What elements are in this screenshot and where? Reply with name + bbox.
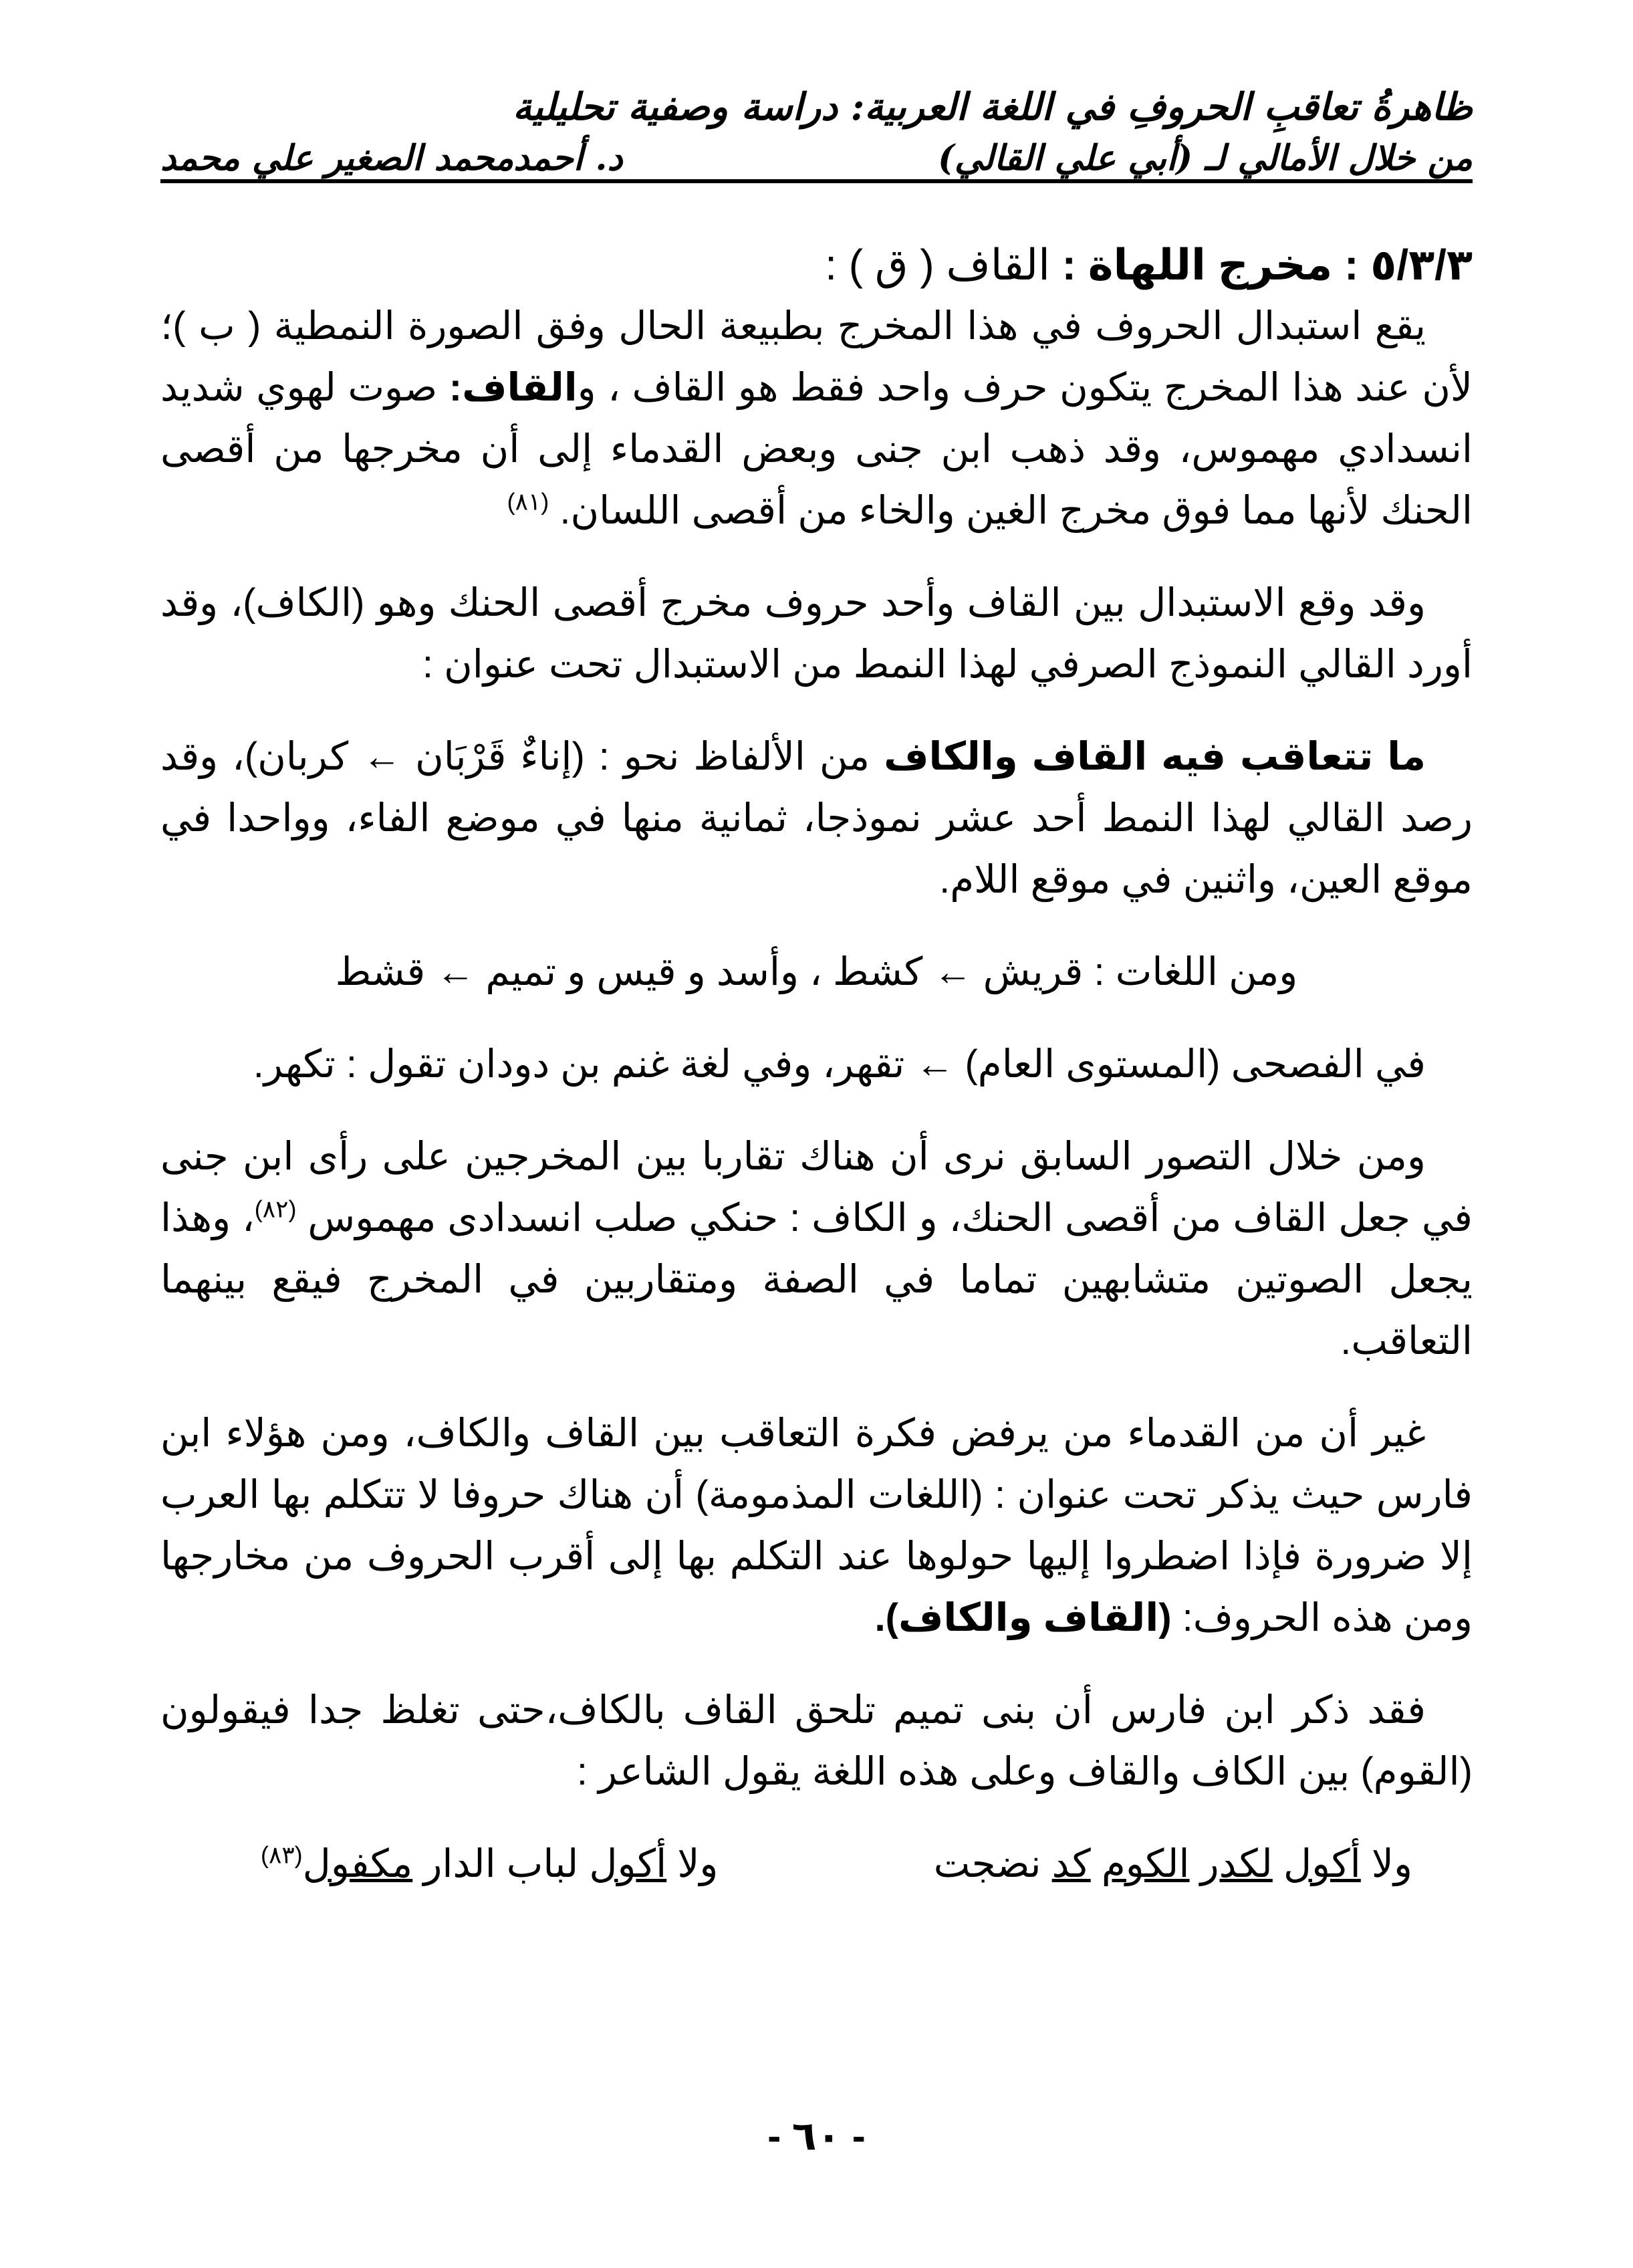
paragraph-7 (160, 1403, 1473, 1649)
page-number: - ٦٠ - (767, 2114, 866, 2158)
header-subline (160, 135, 1473, 182)
poem-hemistich-right (934, 1833, 1412, 1895)
main-text (160, 234, 1473, 1926)
poem-word-underlined: لكدر (1200, 1842, 1273, 1886)
paragraph-1-bold: القاف: (449, 366, 578, 409)
poem-word-underlined: أكول (1283, 1842, 1361, 1886)
paragraph-3-bold: ما تتعاقب فيه القاف والكاف (884, 735, 1426, 778)
footnote-ref-81: (٨١) (507, 487, 549, 516)
poem-word-underlined: أكول (589, 1842, 667, 1886)
paragraph-1-tail: صوت لهوي شديد انسدادي مهموس، وقد ذهب ابن جنى وبعض القدماء إلى أن مخرجها من أقصى الحنك لأنها مما فوق مخرج الغين والخاء من أقصى اللسان. (160, 366, 1473, 532)
running-header (160, 80, 1473, 181)
section-number: ٥/٣/٣ : (1344, 241, 1473, 289)
footnote-ref-83: (٨٣) (261, 1841, 303, 1869)
poem-word-underlined: الكوم (1101, 1842, 1190, 1886)
poem-space (1091, 1842, 1102, 1886)
poem-verse (160, 1833, 1473, 1895)
header-divider (160, 179, 1473, 183)
poem-space (1190, 1842, 1201, 1886)
poem-word-underlined: كد (1051, 1842, 1091, 1886)
section-heading (160, 234, 1473, 296)
paragraph-8: فقد ذكر ابن فارس أن بنى تميم تلحق القاف بالكاف،حتى تغلظ جدا فيقولون (القوم) بين الكاف والقاف وعلى هذه اللغة يقول الشاعر : (160, 1688, 1473, 1793)
header-title: ظاهرةُ تعاقبِ الحروفِ في اللغة العربية: دراسة وصفية تحليلية (513, 85, 1473, 129)
poem-hemistich-left (261, 1833, 718, 1895)
paragraph-6-text-a: ومن خلال التصور السابق نرى أن هناك تقاربا بين المخرجين على رأى ابن جنى في جعل القاف من أقصى الحنك، و الكاف : حنكي صلب انسدادى مهموس (160, 1135, 1473, 1240)
section-rest: القاف ( ق ) : (825, 241, 1050, 289)
poem-word: ولا (1360, 1842, 1412, 1886)
paragraph-6 (160, 1126, 1473, 1372)
poem-word: لباب الدار (412, 1842, 590, 1886)
paragraph-4: ومن اللغات : قريش ← كشط ، وأسد و قيس و تميم ← قشط (335, 950, 1298, 994)
header-author: د. أحمدمحمد الصغير علي محمد (160, 138, 623, 179)
paragraph-6-text-b: ، وهذا يجعل الصوتين متشابهين تماما في الصفة ومتقاربين في المخرج فيقع بينهما التعاقب. (160, 1196, 1473, 1363)
poem-word-underlined: مكفول (302, 1842, 413, 1886)
paragraph-3-text: من الألفاظ نحو : (إناءٌ قَرْبَان ← كربان)، وقد رصد القالي لهذا النمط أحد عشر نموذجا، ثمانية منها في موضع الفاء، وواحدا في موقع العين، واثنين في موقع اللام. (160, 735, 1473, 901)
paragraph-7-text: غير أن من القدماء من يرفض فكرة التعاقب بين القاف والكاف، ومن هؤلاء ابن فارس حيث يذكر تحت عنوان : (اللغات المذمومة) أن هناك حروفا لا تتكلم بها العرب إلا ضرورة فإذا اضطروا إليها حولوها عند التكلم بها إلى أقرب الحروف من مخارجها ومن هذه الحروف: (160, 1411, 1473, 1639)
footnote-ref-82: (٨٢) (254, 1195, 297, 1223)
header-book: من خلال الأمالي لـ (أبي علي القالي) (938, 138, 1473, 179)
paragraph-1-text: يقع استبدال الحروف في هذا المخرج بطبيعة الحال وفق الصورة النمطية ( ب )؛ لأن عند هذا المخرج يتكون حرف واحد فقط هو القاف ، و (160, 304, 1473, 409)
paragraph-7-bold: (القاف والكاف). (874, 1596, 1172, 1639)
poem-word: ولا (666, 1842, 719, 1886)
paragraph-3 (160, 726, 1473, 911)
poem-space (1273, 1842, 1283, 1886)
paragraph-5: في الفصحى (المستوى العام) ← تقهر، وفي لغة غنم بن دودان تقول : تكهر. (253, 1042, 1426, 1086)
paragraph-2: وقد وقع الاستبدال بين القاف وأحد حروف مخرج أقصى الحنك وهو (الكاف)، وقد أورد القالي النموذج الصرفي لهذا النمط من الاستبدال تحت عنوان : (160, 581, 1473, 686)
paragraph-1 (160, 296, 1473, 542)
poem-word: نضجت (933, 1842, 1052, 1886)
section-label: مخرج اللهاة : (1061, 241, 1333, 289)
